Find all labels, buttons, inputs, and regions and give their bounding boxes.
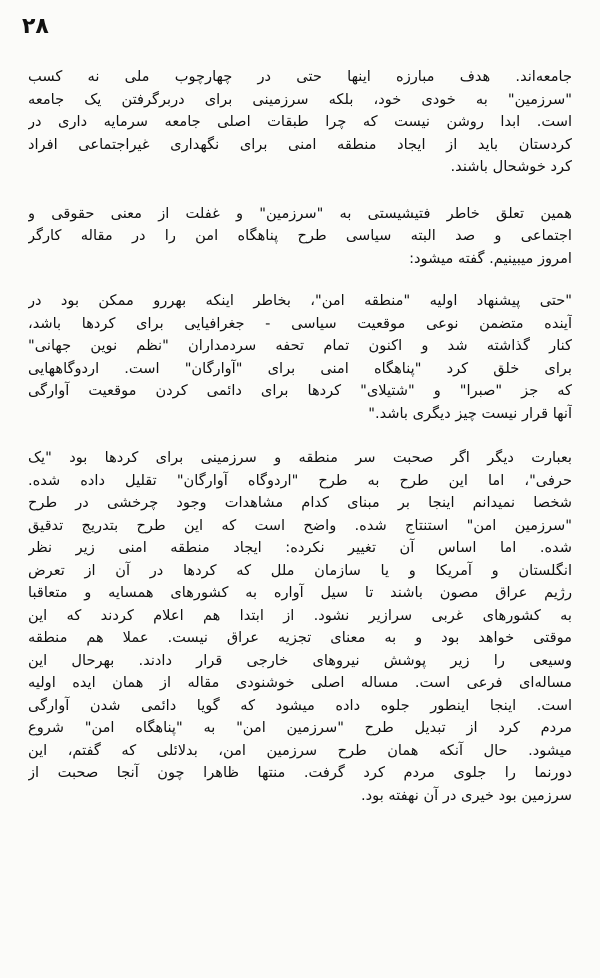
text-line: کردستان باید از ایجاد منطقه امنی برای نگهداری غیراجتماعی افراد xyxy=(28,135,572,153)
text-line: مردم کرد از تبدیل طرح "سرزمین امن" به "پناهگاه امن" شروع xyxy=(28,719,572,736)
text-line: برای خلق کرد "پناهگاه امنی برای "آوارگان" است. اردوگاههایی xyxy=(28,359,572,377)
text-line: همین تعلق خاطر فتیشیستی به "سرزمین" و غفلت از معنی حقوقی و xyxy=(28,204,572,222)
text-line: به کشورهای غربی سرازیر نشود. از ابتدا هم اعلام کردند که این xyxy=(28,606,572,624)
paragraph-4 xyxy=(28,447,572,807)
text-line: حرفی"، اما این طرح به طرح "اردوگاه آوارگان" تقلیل داده شده. xyxy=(28,471,572,489)
paragraph-2 xyxy=(28,203,572,271)
text-line: میشود. حال آنکه همان طرح سرزمین امن، بدلائلی که گفتم، این xyxy=(28,741,572,759)
quotation-paragraph xyxy=(28,290,572,425)
text-line: بعبارت دیگر اگر صحبت سر منطقه و سرزمینی برای کردها بود "یک xyxy=(28,449,572,466)
text-line: شخصا نمیدانم اینجا بر مبنای کدام مشاهدات وجود چرخشی در طرح xyxy=(28,494,572,511)
body-text xyxy=(28,66,572,807)
text-line: "سرزمین" به خودی خود، بلکه سرزمینی برای دربرگرفتن یک جامعه xyxy=(28,90,572,108)
text-line: رژیم عراق مصون باشند تا سیل آواره به کشورهای همسایه و متعاقبا xyxy=(28,584,572,601)
text-line: است. اینجا اینطور جلوه داده میشود که گویا دائمی شدن آوارگی xyxy=(28,696,572,714)
text-line: کنار گذاشته شد و اکنون تمام تحفه سردمداران "نظم نوین جهانی" xyxy=(28,337,572,354)
text-line: آنها قرار نیست چیز دیگری باشد." xyxy=(368,404,572,422)
text-line: سرزمین بود خیری در آن نهفته بود. xyxy=(361,786,572,804)
text-line: آینده متضمن نوعی موقعیت سیاسی - جغرافیایی برای کردها باشد، xyxy=(28,314,572,332)
text-line: "سرزمین امن" استنتاج شده. واضح است که این طرح بتدریج تدقیق xyxy=(28,516,572,534)
text-line: امروز میبینیم. گفته میشود: xyxy=(409,249,572,267)
page-number: ۲۸ xyxy=(22,14,49,39)
text-line: "حتی پیشنهاد اولیه "منطقه امن"، بخاطر اینکه بهررو ممکن بود در xyxy=(28,292,572,309)
text-line: است. ابدا روشن نیست که چرا طبقات اصلی جامعه سرمایه داری در xyxy=(28,113,572,130)
text-line: شده. اما اساس آن تغییر نکرده: ایجاد منطقه امنی زیر نظر xyxy=(28,539,572,556)
text-line: کرد خوشحال باشند. xyxy=(450,158,572,175)
text-line: موقتی خواهد بود و به معنای تجزیه عراق نیست. عملا هم منطقه xyxy=(28,629,572,646)
text-line: جامعه‌اند. هدف مبارزه اینها حتی در چهارچوب ملی نه کسب xyxy=(28,68,572,85)
text-line: وسیعی را زیر پوشش نیروهای خارجی قرار دادند. بهرحال این xyxy=(28,651,572,669)
text-line: دورنما را جلوی مردم کرد گرفت. منتها ظاهرا چون آنجا صحبت از xyxy=(28,764,572,781)
text-line: که جز "صبرا" و "شتیلای" کردها برای دائمی کردن موقعیت آوارگی xyxy=(28,382,572,399)
paragraph-1 xyxy=(28,66,572,179)
text-line: مساله‌ای فرعی است. مساله اصلی خوشنودی مقاله از همان ایده اولیه xyxy=(28,674,572,691)
text-line: انگلستان و آمریکا و یا سازمان ملل که کردها در آن از تعرض xyxy=(28,561,572,579)
text-line: اجتماعی و صد البته سیاسی طرح پناهگاه امن را در مقاله کارگر xyxy=(28,227,572,244)
